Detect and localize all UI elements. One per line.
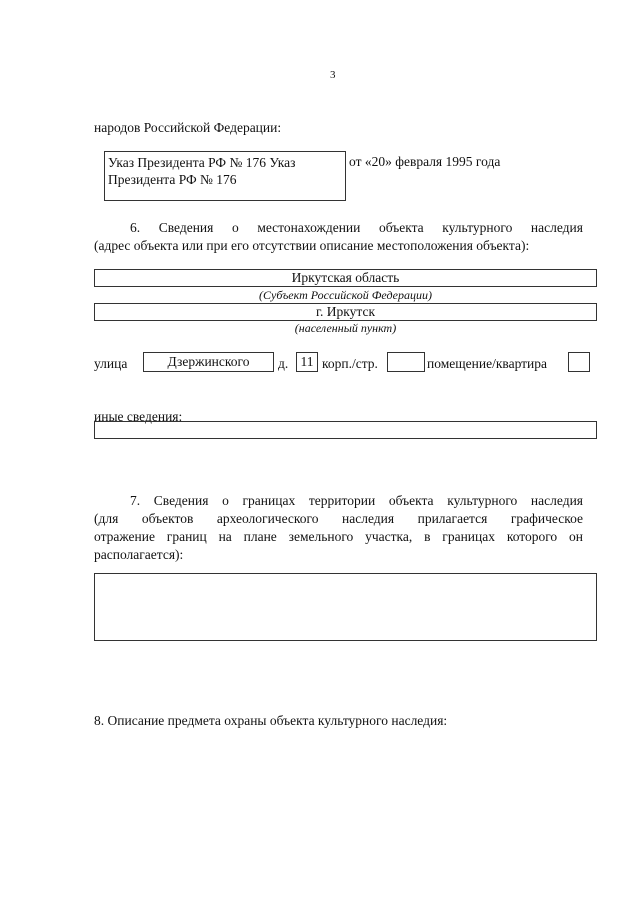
house-label: д. <box>278 356 289 371</box>
street-value: Дзержинского <box>167 354 250 369</box>
section8-title: 8. Описание предмета охраны объекта культурного наследия: <box>94 713 448 728</box>
subject-value: Иркутская область <box>291 270 400 285</box>
locality-caption: (населенный пункт) <box>294 321 397 335</box>
house-field[interactable] <box>296 352 318 372</box>
page-number: 3 <box>330 69 336 81</box>
section6-line1: 6. Сведения о местонахождении объекта культурного наследия <box>130 220 583 235</box>
street-label: улица <box>94 356 128 371</box>
house-value: 11 <box>300 354 314 369</box>
decree-name-box <box>104 151 346 201</box>
section6-line2: (адрес объекта или при его отсутствии описание местоположения объекта): <box>94 238 530 253</box>
building-label: корп./стр. <box>322 356 378 371</box>
decree-name-line2: Президента РФ № 176 <box>108 172 237 187</box>
locality-field[interactable] <box>94 303 597 321</box>
boundaries-field[interactable] <box>94 573 597 641</box>
subject-caption: (Субъект Российской Федерации) <box>259 288 432 302</box>
section7-line1: 7. Сведения о границах территории объекта культурного наследия <box>130 493 583 508</box>
building-field[interactable] <box>387 352 425 372</box>
apartment-label: помещение/квартира <box>427 356 548 371</box>
section7-line4: располагается): <box>94 547 184 562</box>
decree-date: от «20» февраля 1995 года <box>349 154 501 169</box>
header-fragment: народов Российской Федерации: <box>94 120 282 135</box>
subject-field[interactable] <box>94 269 597 287</box>
section7-line3: отражение границ на плане земельного участка, в границах которого он <box>94 529 583 544</box>
section7-line2: (для объектов археологического наследия прилагается графическое <box>94 511 583 526</box>
decree-name-line1: Указ Президента РФ № 176 Указ <box>108 155 296 170</box>
other-info-label: иные сведения: <box>94 409 183 424</box>
locality-value: г. Иркутск <box>316 304 375 319</box>
street-field[interactable] <box>143 352 274 372</box>
other-info-field[interactable] <box>94 421 597 439</box>
apartment-field[interactable] <box>568 352 590 372</box>
